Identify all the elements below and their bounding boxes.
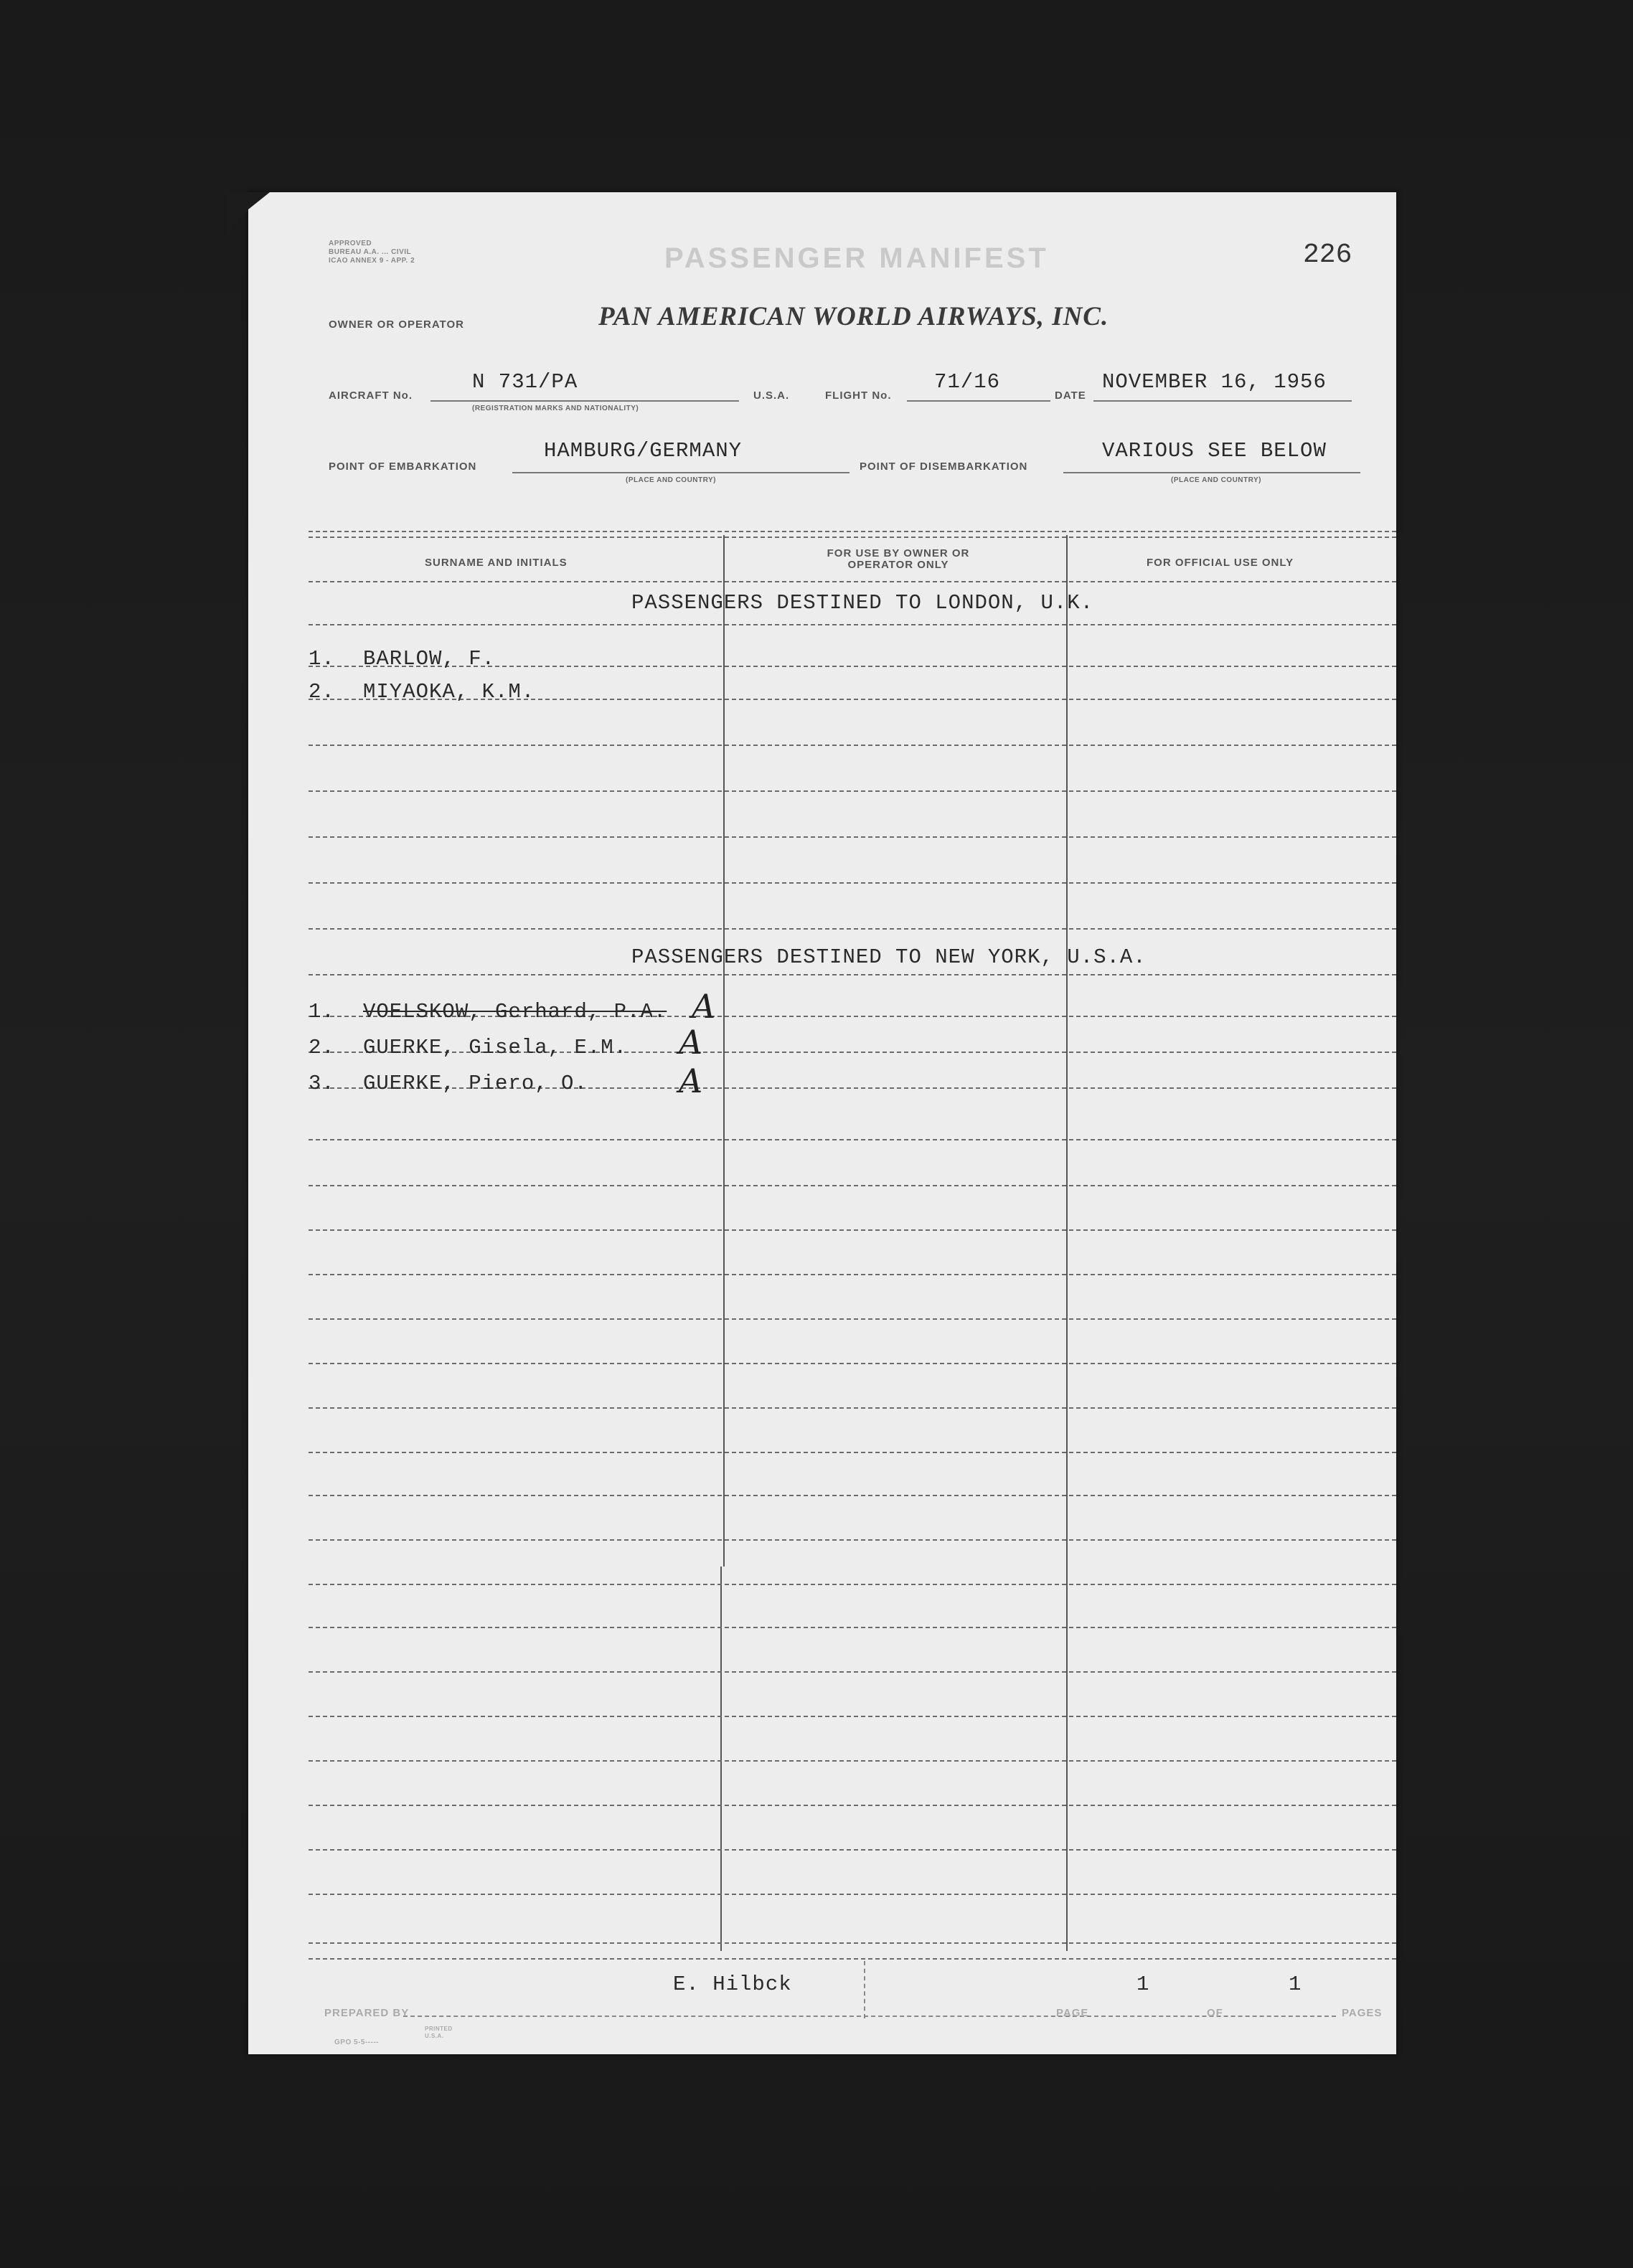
prepared-by-label: PREPARED BY (324, 2007, 410, 2019)
manifest-page (248, 192, 1396, 2054)
ruled-line (309, 974, 1396, 975)
footer-stamp: PRINTED U.S.A. (425, 2026, 453, 2039)
flight-label: FLIGHT No. (825, 389, 892, 402)
date-value: NOVEMBER 16, 1956 (1102, 370, 1327, 394)
prepared-by-value: E. Hilbck (673, 1972, 792, 1996)
table-top-line (309, 531, 1396, 532)
ruled-line (309, 1716, 1396, 1717)
footer-divider (864, 1961, 865, 2018)
form-title: PASSENGER MANIFEST (664, 242, 1049, 274)
section2-heading: PASSENGERS DESTINED TO NEW YORK, U.S.A. (631, 945, 1147, 969)
date-underline (1093, 400, 1352, 402)
embarkation-underline (512, 472, 850, 473)
approval-note: APPROVED BUREAU A.A. ... CIVIL ICAO ANNEX 9 - APP. 2 (329, 240, 415, 265)
footer-code: GPO 5-5----- (334, 2038, 380, 2046)
s1-row2-no: 2. (309, 680, 335, 704)
ruled-line (309, 1139, 1396, 1140)
ruled-line (309, 1584, 1396, 1585)
table-top-line-2 (309, 537, 1396, 538)
s2-row2-mark: A (679, 1023, 703, 1062)
page-value: 1 (1136, 1972, 1150, 1996)
pages-label: PAGES (1342, 2007, 1383, 2019)
section1-heading: PASSENGERS DESTINED TO LONDON, U.K. (631, 591, 1094, 615)
flight-underline (907, 400, 1050, 402)
col-surname-header: SURNAME AND INITIALS (425, 557, 568, 569)
col-owner-header: FOR USE BY OWNER OR OPERATOR ONLY (827, 547, 970, 571)
ruled-line (309, 1671, 1396, 1673)
disembarkation-label: POINT OF DISEMBARKATION (860, 460, 1028, 473)
embarkation-value: HAMBURG/GERMANY (544, 439, 743, 463)
disembarkation-value: VARIOUS SEE BELOW (1102, 439, 1327, 463)
aircraft-value: N 731/PA (472, 370, 578, 394)
ruled-line (309, 1760, 1396, 1762)
s1-row2-name: MIYAOKA, K.M. (363, 680, 535, 704)
aircraft-label: AIRCRAFT No. (329, 389, 413, 402)
disembarkation-underline (1063, 472, 1360, 473)
ruled-line (309, 1185, 1396, 1186)
ruled-line (309, 1452, 1396, 1453)
registration-note: (REGISTRATION MARKS AND NATIONALITY) (472, 405, 639, 412)
ruled-line (309, 1495, 1396, 1496)
place-country-note-1: (PLACE AND COUNTRY) (626, 476, 716, 484)
ruled-line (309, 928, 1396, 930)
s2-row3-no: 3. (309, 1072, 335, 1095)
ruled-line (309, 790, 1396, 792)
ruled-line (309, 1805, 1396, 1806)
table-header-line (309, 581, 1396, 582)
ruled-line (309, 624, 1396, 625)
s2-row1-no: 1. (309, 1000, 335, 1024)
ruled-line (309, 1894, 1396, 1895)
of-label: OF (1207, 2007, 1223, 2019)
page-number: 226 (1303, 240, 1352, 270)
ruled-line (309, 1627, 1396, 1628)
s2-row2-no: 2. (309, 1036, 335, 1059)
page-label: PAGE (1056, 2007, 1089, 2019)
col-official-header: FOR OFFICIAL USE ONLY (1147, 557, 1294, 569)
footer-underline (403, 2016, 1336, 2017)
s2-row3-mark: A (679, 1062, 703, 1100)
ruled-line (309, 882, 1396, 884)
operator-name: PAN AMERICAN WORLD AIRWAYS, INC. (598, 302, 1109, 331)
s2-row2-name: GUERKE, Gisela, E.M. (363, 1036, 628, 1059)
s1-row1-name: BARLOW, F. (363, 647, 496, 671)
footer-top-line (309, 1958, 1396, 1960)
column-divider-1 (723, 535, 725, 1567)
column-divider-2 (1066, 535, 1068, 1951)
s1-row1-no: 1. (309, 647, 335, 671)
aircraft-underline (430, 400, 739, 402)
ruled-line (309, 1229, 1396, 1231)
s2-row3-name: GUERKE, Piero, O. (363, 1072, 588, 1095)
ruled-line (309, 1407, 1396, 1409)
ruled-line (309, 745, 1396, 746)
ruled-line (309, 1539, 1396, 1541)
ruled-line (309, 1942, 1396, 1944)
s2-row1-mark: A (692, 987, 716, 1026)
ruled-line (309, 1318, 1396, 1320)
place-country-note-2: (PLACE AND COUNTRY) (1171, 476, 1261, 484)
usa-label: U.S.A. (753, 389, 790, 402)
owner-operator-label: OWNER OR OPERATOR (329, 318, 464, 331)
date-label: DATE (1055, 389, 1086, 402)
ruled-line (309, 1274, 1396, 1275)
of-pages-value: 1 (1289, 1972, 1302, 1996)
embarkation-label: POINT OF EMBARKATION (329, 460, 477, 473)
ruled-line (309, 836, 1396, 838)
s2-row1-name: VOELSKOW, Gerhard, P.A. (363, 1000, 667, 1024)
ruled-line (309, 1849, 1396, 1851)
ruled-line (309, 1363, 1396, 1364)
flight-value: 71/16 (934, 370, 1001, 394)
